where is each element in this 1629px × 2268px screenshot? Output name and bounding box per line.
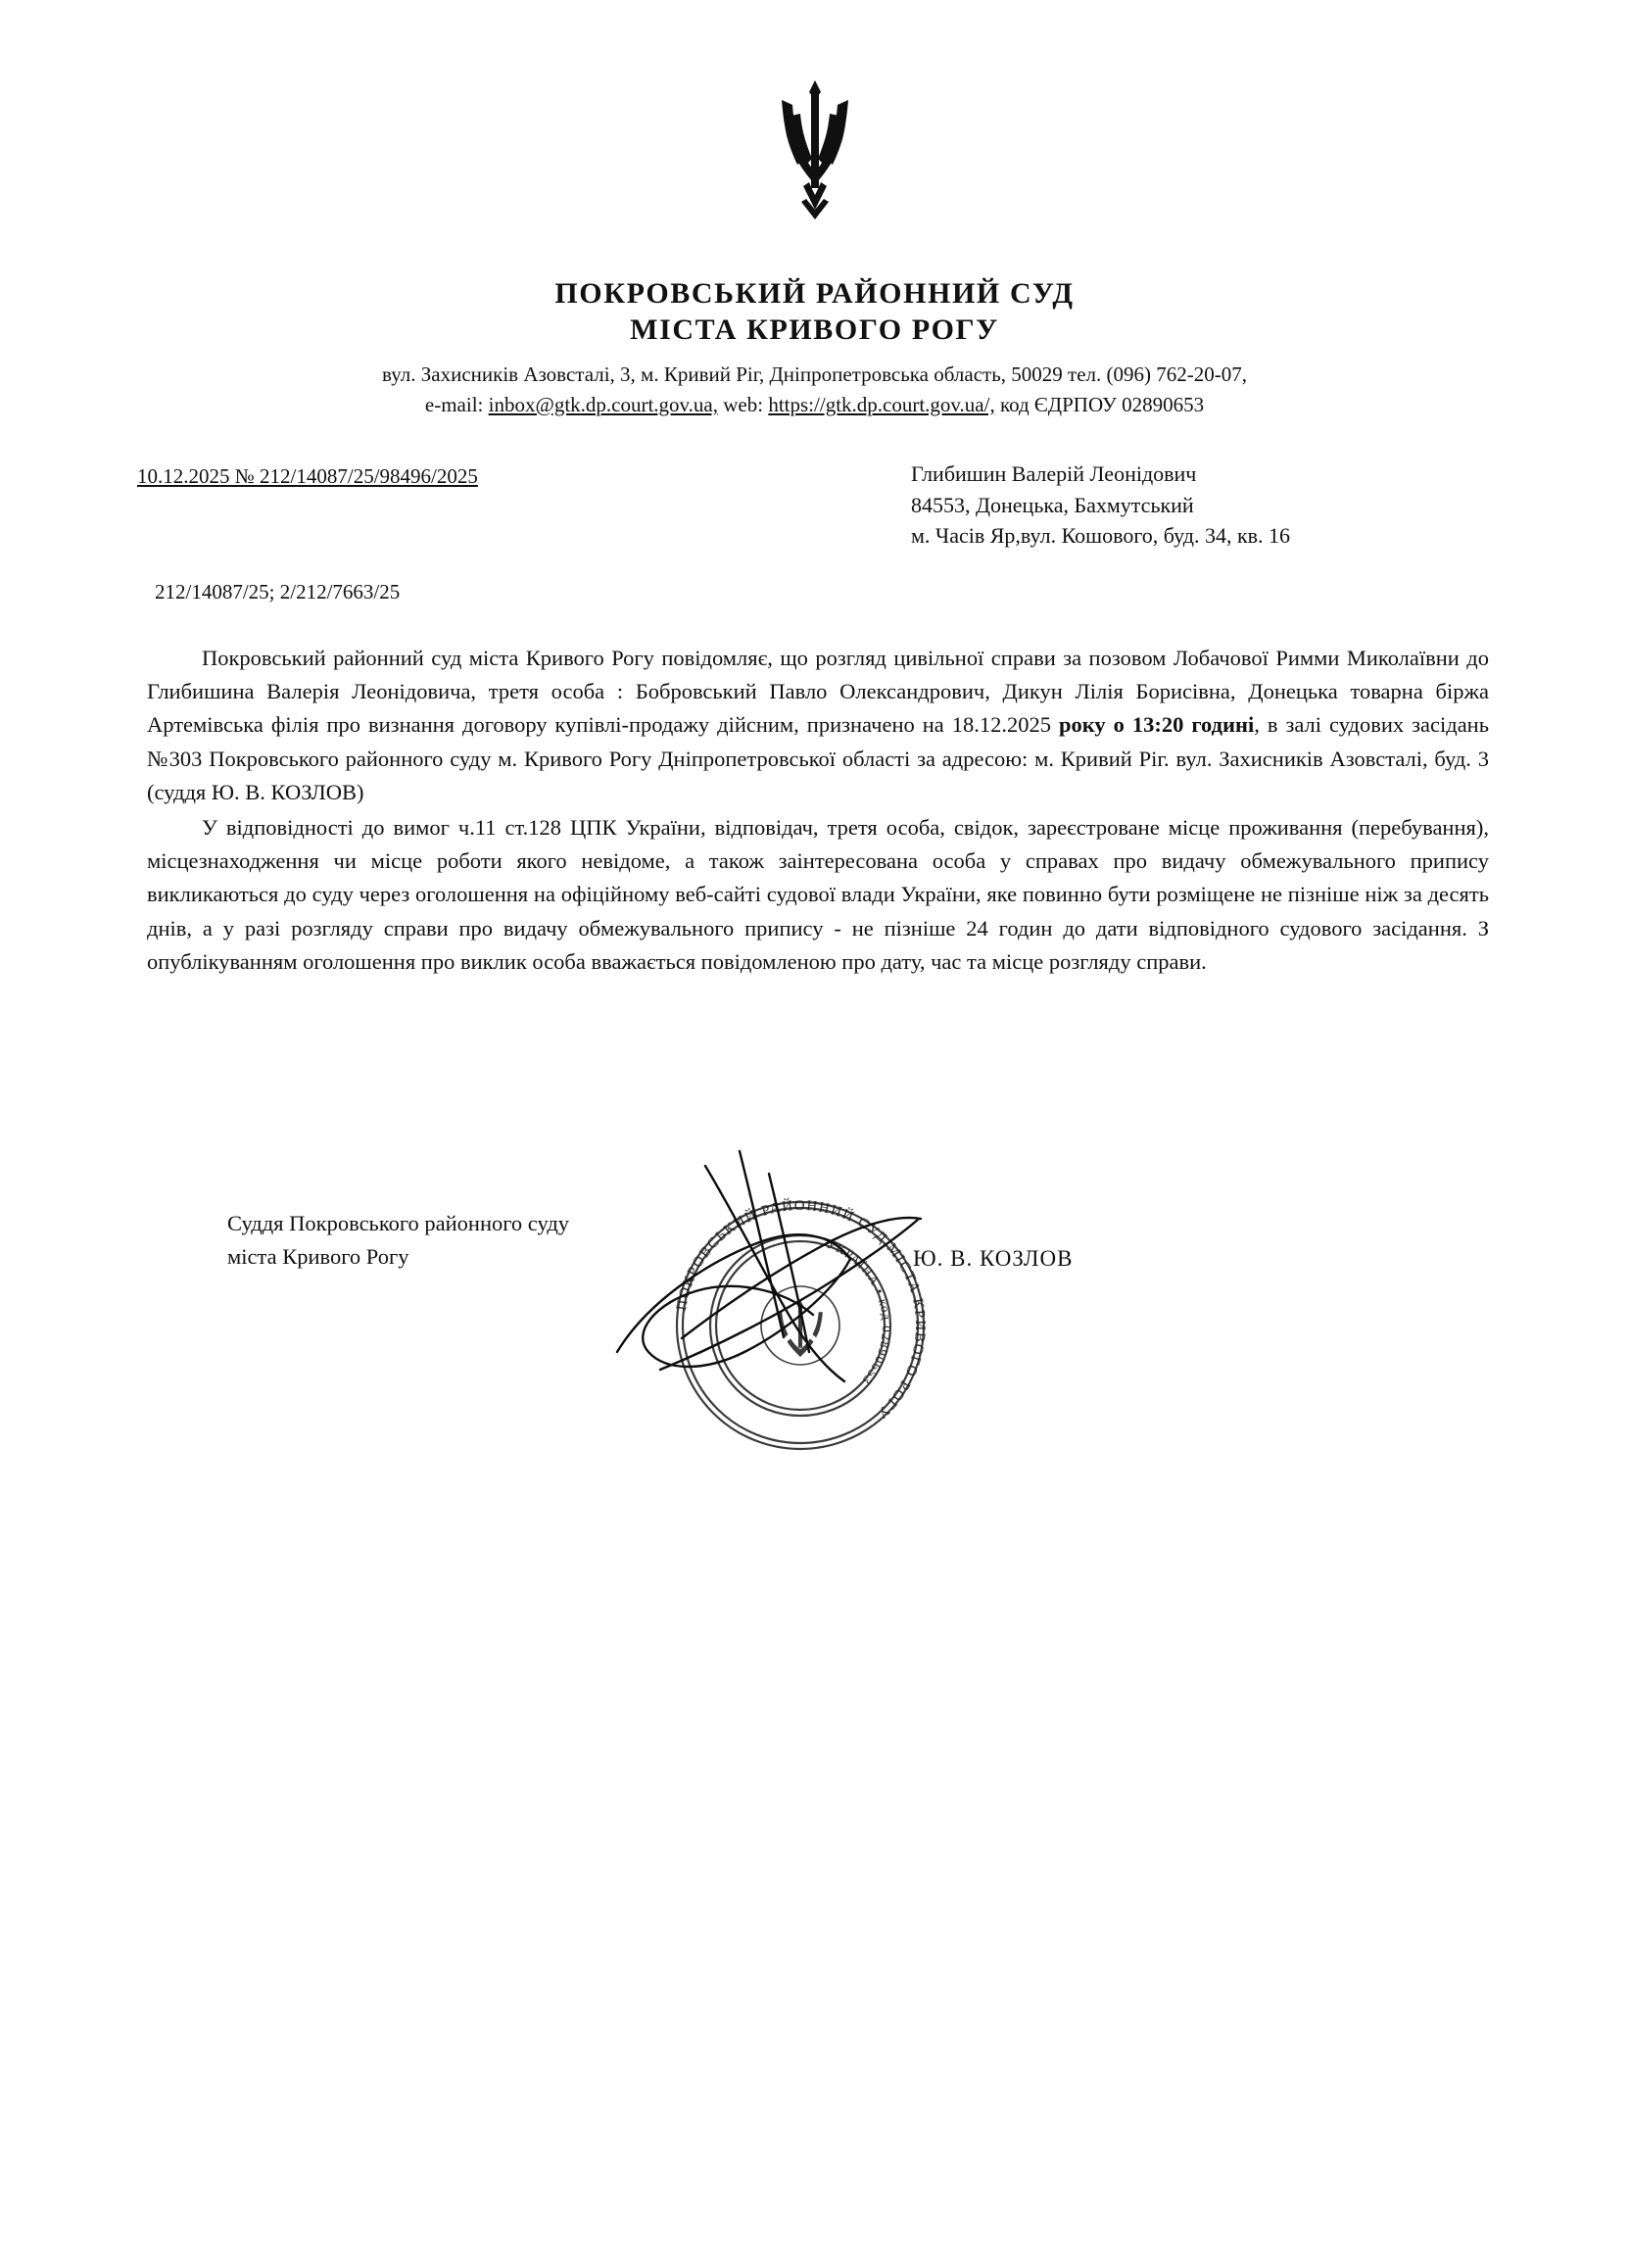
website-link[interactable]: https://gtk.dp.court.gov.ua/,	[768, 392, 995, 416]
svg-text:ПОКРОВСЬКИЙ РАЙОННИЙ СУД МІСТА: ПОКРОВСЬКИЙ РАЙОННИЙ СУД МІСТА КРИВОГО РОГУ	[673, 1197, 929, 1423]
court-title-line-1: ПОКРОВСЬКИЙ РАЙОННИЙ СУД	[554, 277, 1075, 310]
paragraph-2-text: У відповідності до вимог ч.11 ст.128 ЦПК України, відповідач, третя особа, свідок, зареєстроване місце проживання (перебування), місцезнаходження чи місце роботи якого невідоме, а також заінтересована особа у справах про видачу обмежувального припису викликаються до суду через оголошення на офіційному веб-сайті судової влади України, яке повинно бути розміщене не пізніше ніж за десять днів, а у разі розгляду справи про видачу обмежувального припису - не пізніше 24 годин до дати відповідного судового засідання. З опублікуванням оголошення про виклик особа вважається повідомленою про дату, час та місце розгляду справи.	[147, 814, 1489, 974]
addressee-street: м. Часів Яр,вул. Кошового, буд. 34, кв. 16	[911, 523, 1291, 549]
email-label: e-mail:	[424, 392, 484, 416]
web-label: web:	[723, 392, 764, 416]
court-title-line-2: МІСТА КРИВОГО РОГУ	[630, 313, 999, 346]
signer-name: Ю. В. КОЗЛОВ	[913, 1246, 1074, 1271]
case-numbers: 212/14087/25; 2/212/7663/25	[155, 580, 401, 603]
addressee-region: 84553, Донецька, Бахмутський	[911, 492, 1194, 517]
paragraph-1-part-3: , в залі судових засідань №303 Покровського районного суду м. Кривого Рогу Дніпропетровської області за адресою: м. Кривий Ріг. вул. Захисників Азовсталі, буд. 3 (суддя Ю. В. КОЗЛОВ)	[147, 712, 1489, 804]
signer-role	[227, 1207, 913, 1274]
court-title	[0, 276, 1629, 348]
paragraph-legal-basis	[147, 811, 1489, 979]
svg-text:УКРАЇНА • код 02890653: УКРАЇНА • код 02890653	[824, 1235, 895, 1389]
document-body	[147, 642, 1489, 981]
signature-block	[227, 1207, 1491, 1274]
addressee-name: Глибишин Валерій Леонідович	[911, 461, 1197, 486]
court-address-line: вул. Захисників Азовсталі, 3, м. Кривий Ріг, Дніпропетровська область, 50029 тел. (096) 762-20-07,	[382, 362, 1247, 387]
court-contacts	[0, 360, 1629, 419]
court-contact-line	[0, 390, 1629, 419]
email-link[interactable]: inbox@gtk.dp.court.gov.ua,	[488, 392, 719, 416]
ukraine-trident-emblem	[762, 76, 868, 223]
outgoing-number: 10.12.2025 № 212/14087/25/98496/2025	[137, 464, 478, 488]
paragraph-1-part-1: Покровський районний суд міста Кривого Рогу повідомляє, що розгляд цивільної справи за позовом Лобачової Римми Миколаївни до Глибишина Валерія Леонідовича, третя особа : Бобровський Павло Олександрович, Дикун Лілія Борисівна, Донецька товарна біржа Артемівська філія про визнання договору купівлі-продажу дійсним, призначено на 18.12.2025	[147, 646, 1489, 738]
edrpou-code: код ЄДРПОУ 02890653	[999, 392, 1205, 416]
signer-role-line-2: міста Кривого Рогу	[227, 1243, 409, 1269]
emblem-container	[0, 76, 1629, 228]
addressee-block	[911, 458, 1460, 552]
paragraph-hearing-notice	[147, 642, 1489, 809]
paragraph-1-emphasis: року о 13:20 годині	[1059, 712, 1255, 738]
signer-role-line-1: Суддя Покровського районного суду	[227, 1211, 570, 1235]
letterhead	[0, 276, 1629, 419]
